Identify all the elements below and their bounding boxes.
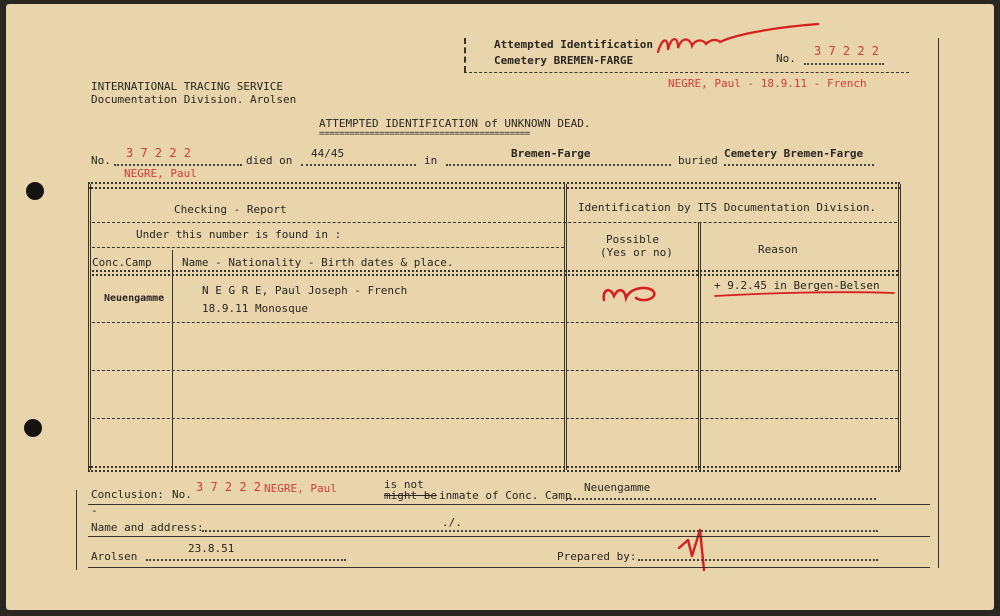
- row1-camp: Neuengamme: [104, 293, 165, 304]
- signature: [686, 544, 687, 557]
- row1-possible: [616, 288, 617, 301]
- record-name-red: NEGRE, Paul: [124, 167, 197, 180]
- col-possible-2: (Yes or no): [600, 246, 673, 259]
- org-line1: INTERNATIONAL TRACING SERVICE: [91, 80, 284, 93]
- right-edge-line: [938, 38, 939, 568]
- left-edge-line: [76, 490, 77, 570]
- sub-header-divider: [92, 247, 564, 248]
- row1-name-line1: N E G R E, Paul Joseph - French: [202, 284, 408, 297]
- prepared-label: Prepared by:: [557, 550, 637, 563]
- in-dots: [446, 164, 671, 166]
- sub-header: Under this number is found in :: [136, 228, 342, 241]
- box-line1: Attempted Identification: [494, 38, 653, 51]
- conclusion-no-value: 3 7 2 2 2: [196, 480, 262, 494]
- table-right-border: [898, 184, 901, 470]
- date-value: 23.8.51: [188, 542, 235, 555]
- record-no-label: No.: [91, 154, 111, 167]
- index-card: [6, 4, 994, 610]
- left-header: Checking - Report: [174, 203, 287, 216]
- in-label: in: [424, 154, 438, 167]
- org-line2: Documentation Division. Arolsen: [91, 93, 297, 106]
- record-no-value: 3 7 2 2 2: [126, 146, 192, 160]
- col-name: Name - Nationality - Birth dates & place.: [182, 256, 454, 269]
- buried-dots: [724, 164, 874, 166]
- col-camp: Conc.Camp: [92, 256, 152, 269]
- camp-dots: [566, 498, 876, 500]
- row1-reason: + 9.2.45 in Bergen-Belsen: [714, 279, 880, 292]
- top-no-label: No.: [776, 52, 796, 65]
- table-top-line2: [88, 187, 900, 189]
- page-title: ATTEMPTED IDENTIFICATION of UNKNOWN DEAD.: [319, 117, 591, 130]
- name-address-dots: [202, 530, 878, 532]
- table-bottom-line: [88, 466, 900, 468]
- row-divider-2: [92, 370, 898, 371]
- is-not: is not: [384, 478, 424, 491]
- date-dots: [146, 559, 346, 561]
- died-on-label: died on: [246, 154, 293, 167]
- header-divider: [92, 222, 897, 223]
- col-possible-1: Possible: [606, 233, 659, 246]
- camp-value: Neuengamme: [584, 481, 651, 494]
- table-camp-divider: [172, 250, 173, 470]
- place-label: Arolsen: [91, 550, 138, 563]
- dash: -: [91, 504, 98, 517]
- name-address-rule: [88, 536, 930, 537]
- conclusion-no-label: No.: [172, 488, 192, 501]
- handwritten-none: [666, 18, 668, 31]
- died-on-dots: [301, 164, 416, 166]
- row1-name-line2: 18.9.11 Monosque: [202, 302, 308, 315]
- buried-value: Cemetery Bremen-Farge: [724, 147, 864, 160]
- buried-label: buried: [678, 154, 718, 167]
- row-divider-1: [92, 322, 898, 323]
- red-subline: NEGRE, Paul - 18.9.11 - French: [668, 77, 867, 90]
- table-top-line: [88, 182, 900, 184]
- bottom-rule: [88, 567, 930, 568]
- box-line2: Cemetery BREMEN-FARGE: [494, 54, 634, 67]
- right-header: Identification by ITS Documentation Division.: [578, 201, 877, 214]
- title-underline: ==========================================: [319, 129, 530, 139]
- top-no-value: 3 7 2 2 2: [814, 44, 880, 58]
- column-header-line: [92, 270, 898, 272]
- struck-text: might be: [384, 489, 437, 502]
- prepared-dots: [638, 559, 878, 561]
- died-on-value: 44/45: [311, 147, 345, 160]
- name-address-value: ./.: [442, 516, 462, 529]
- inmate-text: inmate of Conc. Camp: [439, 489, 572, 502]
- table-reason-divider: [698, 222, 701, 470]
- table-mid-divider: [564, 184, 567, 470]
- record-no-dots: [114, 164, 242, 166]
- conclusion-name: NEGRE, Paul: [264, 482, 337, 495]
- in-value: Bremen-Farge: [511, 147, 591, 160]
- table-left-border: [88, 184, 91, 470]
- table-bottom-line2: [88, 470, 900, 472]
- row-divider-3: [92, 418, 898, 419]
- col-reason: Reason: [758, 243, 798, 256]
- conclusion-label: Conclusion:: [91, 488, 164, 501]
- conclusion-rule: [88, 504, 930, 505]
- column-header-line2: [92, 274, 898, 276]
- name-address-label: Name and address:: [91, 521, 204, 534]
